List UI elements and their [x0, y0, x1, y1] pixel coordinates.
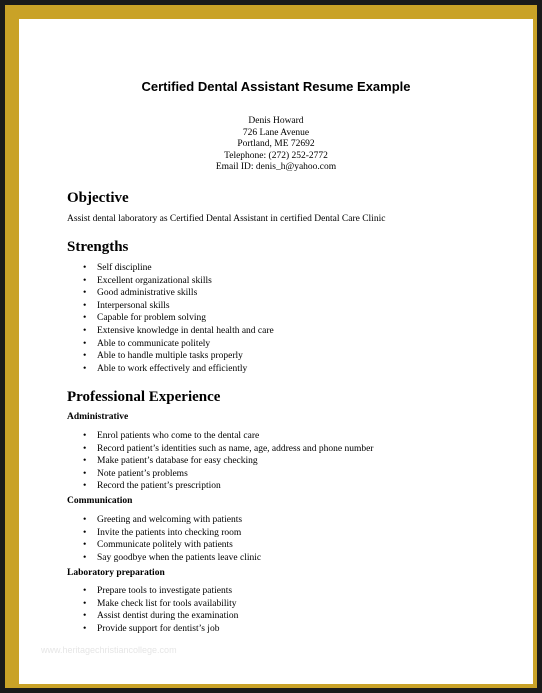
bullet-icon: • [83, 527, 87, 538]
list-item: • Make check list for tools availability [83, 598, 237, 609]
list-item: • Enrol patients who come to the dental care [83, 431, 260, 441]
objective-heading: Objective [67, 190, 129, 206]
bullet-icon: • [83, 586, 87, 596]
list-item: • Communicate politely with patients [83, 540, 233, 551]
list-item: • Provide support for dentist’s job [83, 623, 220, 634]
bullet-icon: • [83, 313, 87, 324]
bullet-icon: • [83, 468, 87, 479]
list-item: • Self discipline [83, 263, 152, 273]
list-item: • Assist dentist during the examination [83, 611, 239, 622]
bullet-icon: • [83, 338, 87, 349]
list-item: • Excellent organizational skills [83, 275, 212, 286]
bullet-icon: • [83, 611, 87, 622]
resume-page [19, 19, 533, 684]
list-item: • Say goodbye when the patients leave clinic [83, 552, 262, 563]
bullet-icon: • [83, 263, 87, 273]
list-item: • Greeting and welcoming with patients [83, 515, 243, 525]
page-frame [5, 5, 537, 688]
list-item: • Make patient’s database for easy checking [83, 456, 258, 467]
list-item: • Extensive knowledge in dental health and care [83, 325, 274, 336]
list-item: • Record the patient’s prescription [83, 481, 221, 492]
bullet-icon: • [83, 351, 87, 362]
contact-block [19, 116, 533, 174]
administrative-list [79, 430, 373, 493]
list-item: • Good administrative skills [83, 288, 198, 299]
section-title-administrative: Administrative [67, 412, 129, 422]
strengths-list [79, 262, 274, 375]
list-item: • Capable for problem solving [83, 313, 206, 324]
bullet-icon: • [83, 431, 87, 441]
bullet-icon: • [83, 623, 87, 634]
objective-text: Assist dental laboratory as Certified Dental Assistant in certified Dental Care Clinic [67, 214, 386, 224]
contact-street: 726 Lane Avenue [242, 127, 310, 138]
bullet-icon: • [83, 540, 87, 551]
bullet-icon: • [83, 325, 87, 336]
bullet-icon: • [83, 515, 87, 525]
list-item: • Able to handle multiple tasks properly [83, 351, 243, 362]
bullet-icon: • [83, 443, 87, 454]
list-item: • Able to work effectively and efficiently [83, 363, 248, 374]
list-item: • Invite the patients into checking room [83, 527, 242, 538]
experience-heading: Professional Experience [67, 389, 221, 405]
bullet-icon: • [83, 552, 87, 563]
contact-phone: Telephone: (272) 252-2772 [224, 150, 328, 161]
bullet-icon: • [83, 456, 87, 467]
bullet-icon: • [83, 481, 87, 492]
list-item: • Record patient’s identities such as name, age, address and phone number [83, 443, 374, 454]
laboratory-list [79, 585, 238, 635]
bullet-icon: • [83, 300, 87, 311]
list-item: • Prepare tools to investigate patients [83, 586, 233, 596]
section-title-communication: Communication [67, 496, 133, 506]
bullet-icon: • [83, 275, 87, 286]
bullet-icon: • [83, 363, 87, 374]
strengths-heading: Strengths [67, 239, 129, 255]
bullet-icon: • [83, 598, 87, 609]
list-item: • Able to communicate politely [83, 338, 211, 349]
list-item: • Note patient’s problems [83, 468, 188, 479]
contact-email: Email ID: denis_h@yahoo.com [215, 162, 337, 172]
bullet-icon: • [83, 288, 87, 299]
resume-title: Certified Dental Assistant Resume Example [141, 79, 411, 94]
watermark-text: www.heritagechristiancollege.com [41, 645, 177, 655]
list-item: • Interpersonal skills [83, 300, 170, 311]
contact-city: Portland, ME 72692 [237, 139, 315, 149]
communication-list [79, 514, 261, 564]
contact-name: Denis Howard [248, 116, 304, 126]
section-title-laboratory: Laboratory preparation [67, 568, 165, 578]
